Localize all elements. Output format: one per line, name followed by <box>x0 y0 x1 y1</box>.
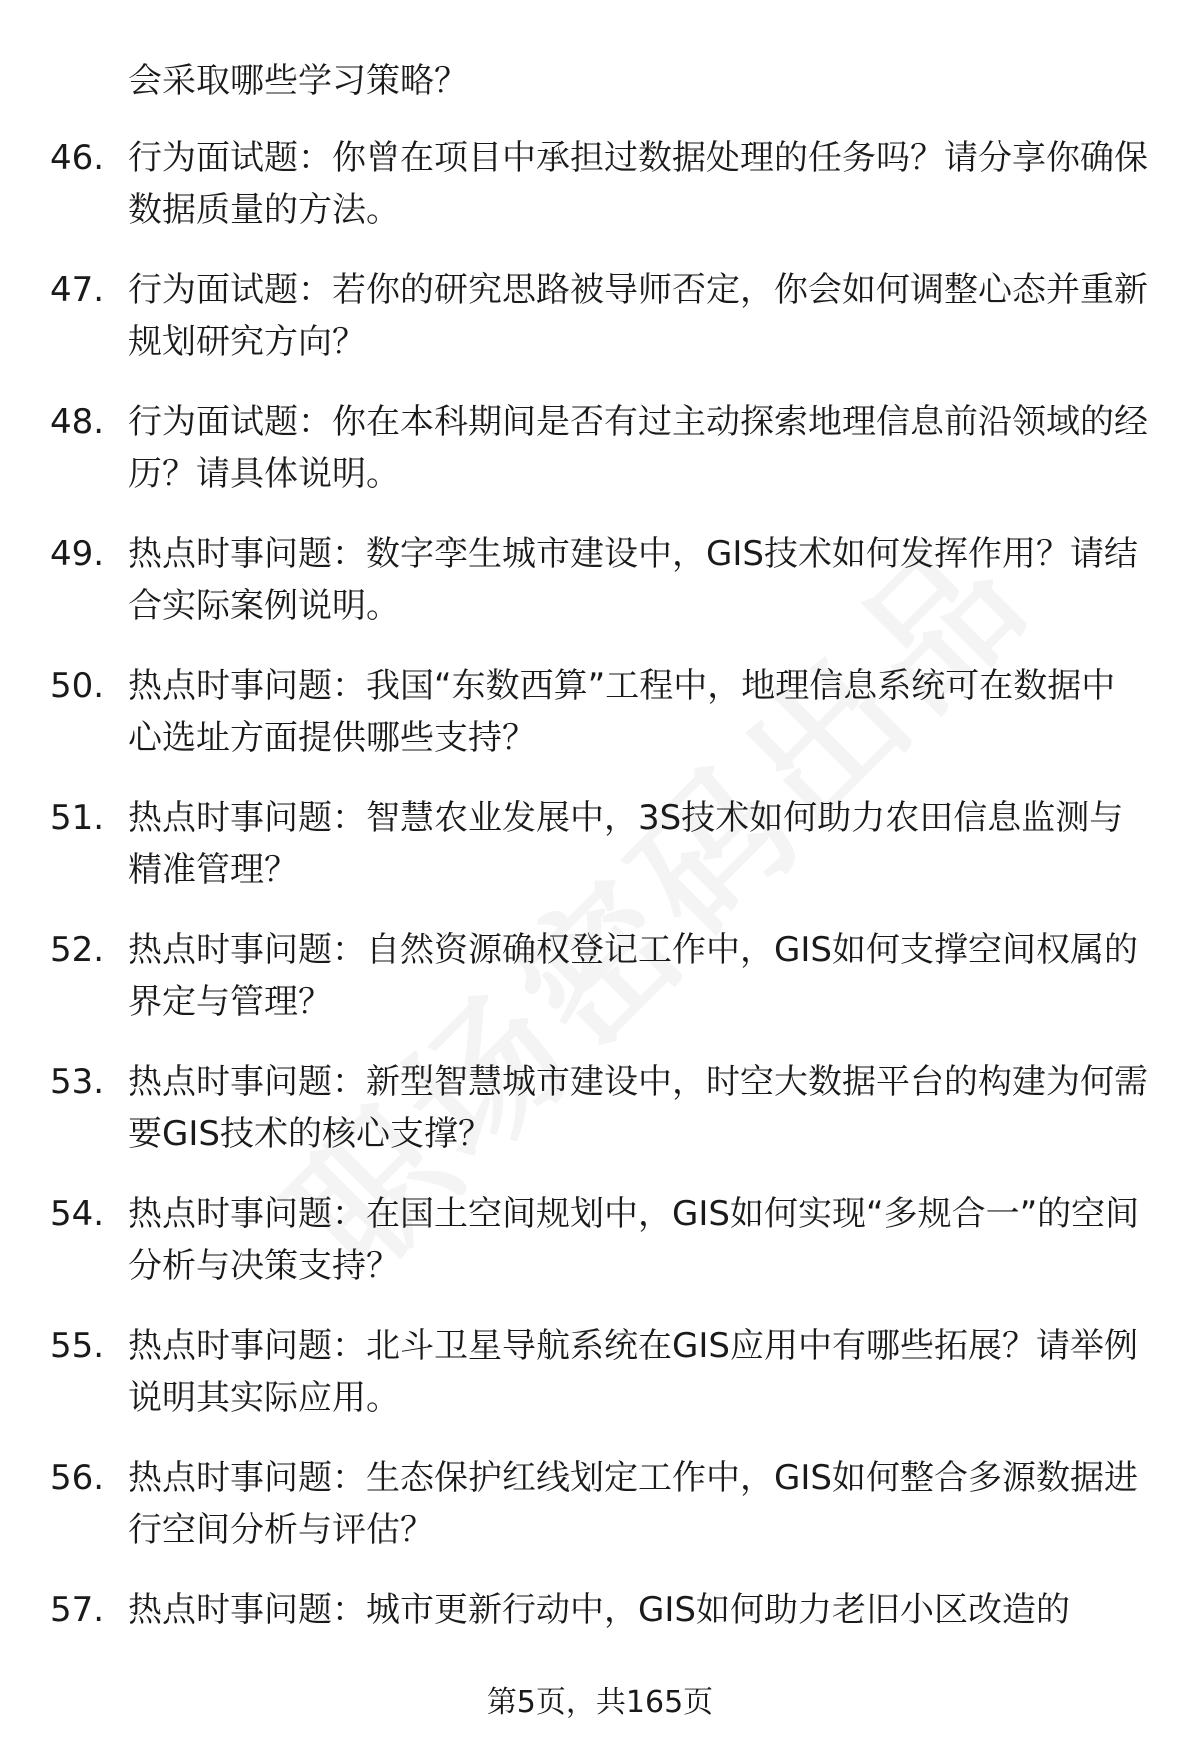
question-number: 54. <box>50 1194 105 1234</box>
question-item <box>50 396 1160 528</box>
question-number: 52. <box>50 930 105 970</box>
question-number: 49. <box>50 534 105 574</box>
question-item <box>50 1452 1160 1584</box>
question-item <box>50 924 1160 1056</box>
question-list <box>50 132 1160 1716</box>
page-number-label: 第5页，共165页 <box>486 1685 714 1720</box>
question-text: 热点时事问题：智慧农业发展中，3S技术如何助力农田信息监测与精准管理？ <box>128 798 1124 890</box>
question-item <box>50 1056 1160 1188</box>
question-item <box>50 660 1160 792</box>
question-number: 56. <box>50 1458 105 1498</box>
question-text: 热点时事问题：我国“东数西算”工程中，地理信息系统可在数据中心选址方面提供哪些支持？ <box>128 666 1116 758</box>
question-item <box>50 1188 1160 1320</box>
question-text: 热点时事问题：城市更新行动中，GIS如何助力老旧小区改造的 <box>128 1590 1070 1630</box>
question-number: 55. <box>50 1326 105 1366</box>
question-number: 50. <box>50 666 105 706</box>
question-item <box>50 528 1160 660</box>
question-number: 48. <box>50 402 105 442</box>
question-text: 热点时事问题：在国土空间规划中，GIS如何实现“多规合一”的空间分析与决策支持？ <box>128 1194 1140 1286</box>
question-text: 热点时事问题：北斗卫星导航系统在GIS应用中有哪些拓展？请举例说明其实际应用。 <box>128 1326 1138 1418</box>
question-item <box>50 1320 1160 1452</box>
question-item <box>50 132 1160 264</box>
question-text: 行为面试题：你曾在项目中承担过数据处理的任务吗？请分享你确保数据质量的方法。 <box>128 138 1148 230</box>
question-text: 热点时事问题：数字孪生城市建设中，GIS技术如何发挥作用？请结合实际案例说明。 <box>128 534 1138 626</box>
page-footer <box>0 1683 1200 1723</box>
question-text: 行为面试题：你在本科期间是否有过主动探索地理信息前沿领域的经历？请具体说明。 <box>128 402 1148 494</box>
question-text: 热点时事问题：生态保护红线划定工作中，GIS如何整合多源数据进行空间分析与评估？ <box>128 1458 1138 1550</box>
question-number: 47. <box>50 270 105 310</box>
question-number: 51. <box>50 798 105 838</box>
question-text: 热点时事问题：新型智慧城市建设中，时空大数据平台的构建为何需要GIS技术的核心支撑？ <box>128 1062 1148 1154</box>
question-text: 行为面试题：若你的研究思路被导师否定，你会如何调整心态并重新规划研究方向？ <box>128 270 1148 362</box>
question-number: 46. <box>50 138 105 178</box>
carry-over-text: 会采取哪些学习策略？ <box>128 61 468 101</box>
question-number: 57. <box>50 1590 105 1630</box>
question-text: 热点时事问题：自然资源确权登记工作中，GIS如何支撑空间权属的界定与管理？ <box>128 930 1138 1022</box>
question-number: 53. <box>50 1062 105 1102</box>
question-item <box>50 792 1160 924</box>
question-item <box>50 264 1160 396</box>
